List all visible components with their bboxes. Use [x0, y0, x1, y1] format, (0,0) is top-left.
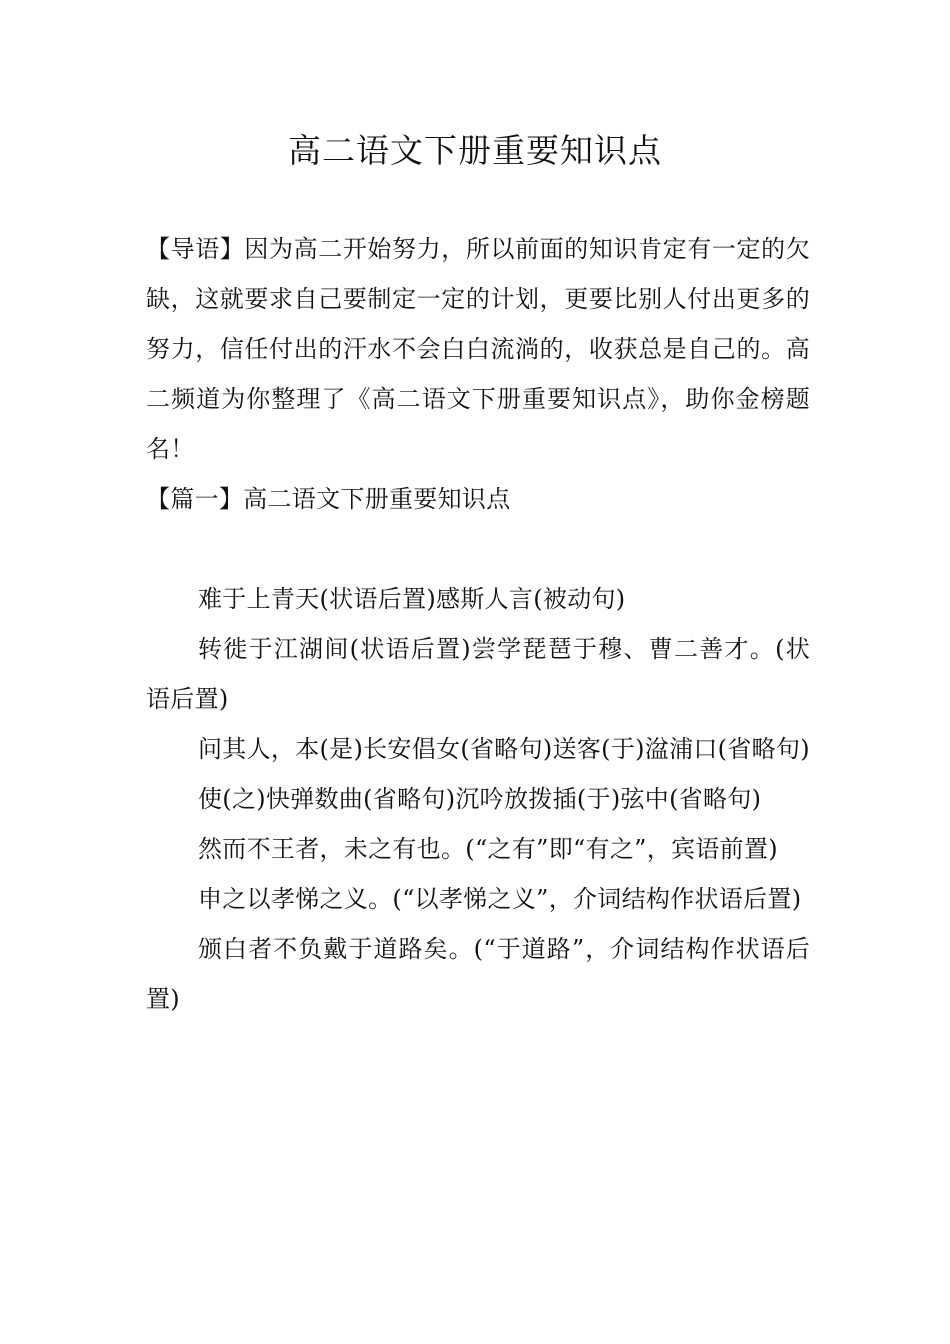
document-title: 高二语文下册重要知识点 — [288, 131, 662, 170]
section-heading: 【篇一】高二语文下册重要知识点 — [146, 485, 511, 513]
example-paragraph: 申之以孝悌之义。(“以孝悌之义”，介词结构作状语后置) — [198, 885, 802, 913]
example-paragraph: 转徙于江湖间(状语后置)尝学琵琶于穆、曹二善才。(状语后置) — [146, 635, 810, 713]
example-paragraph: 然而不王者，未之有也。(“之有”即“有之”，宾语前置) — [198, 835, 778, 863]
example-paragraph: 颁白者不负戴于道路矣。(“于道路”，介词结构作状语后置) — [146, 935, 810, 1013]
examples-list — [146, 574, 810, 1024]
example-paragraph: 难于上青天(状语后置)感斯人言(被动句) — [198, 585, 626, 613]
example-paragraph: 使(之)快弹数曲(省略句)沉吟放拨插(于)弦中(省略句) — [198, 785, 762, 813]
intro-paragraph: 【导语】因为高二开始努力，所以前面的知识肯定有一定的欠缺，这就要求自己要制定一定的计划，更要比别人付出更多的努力，信任付出的汗水不会白白流淌的，收获总是自己的。高二频道为你整理了《高二语文下册重要知识点》，助你金榜题名！ — [146, 235, 810, 463]
example-paragraph: 问其人，本(是)长安倡女(省略句)送客(于)湓浦口(省略句) — [198, 735, 810, 763]
